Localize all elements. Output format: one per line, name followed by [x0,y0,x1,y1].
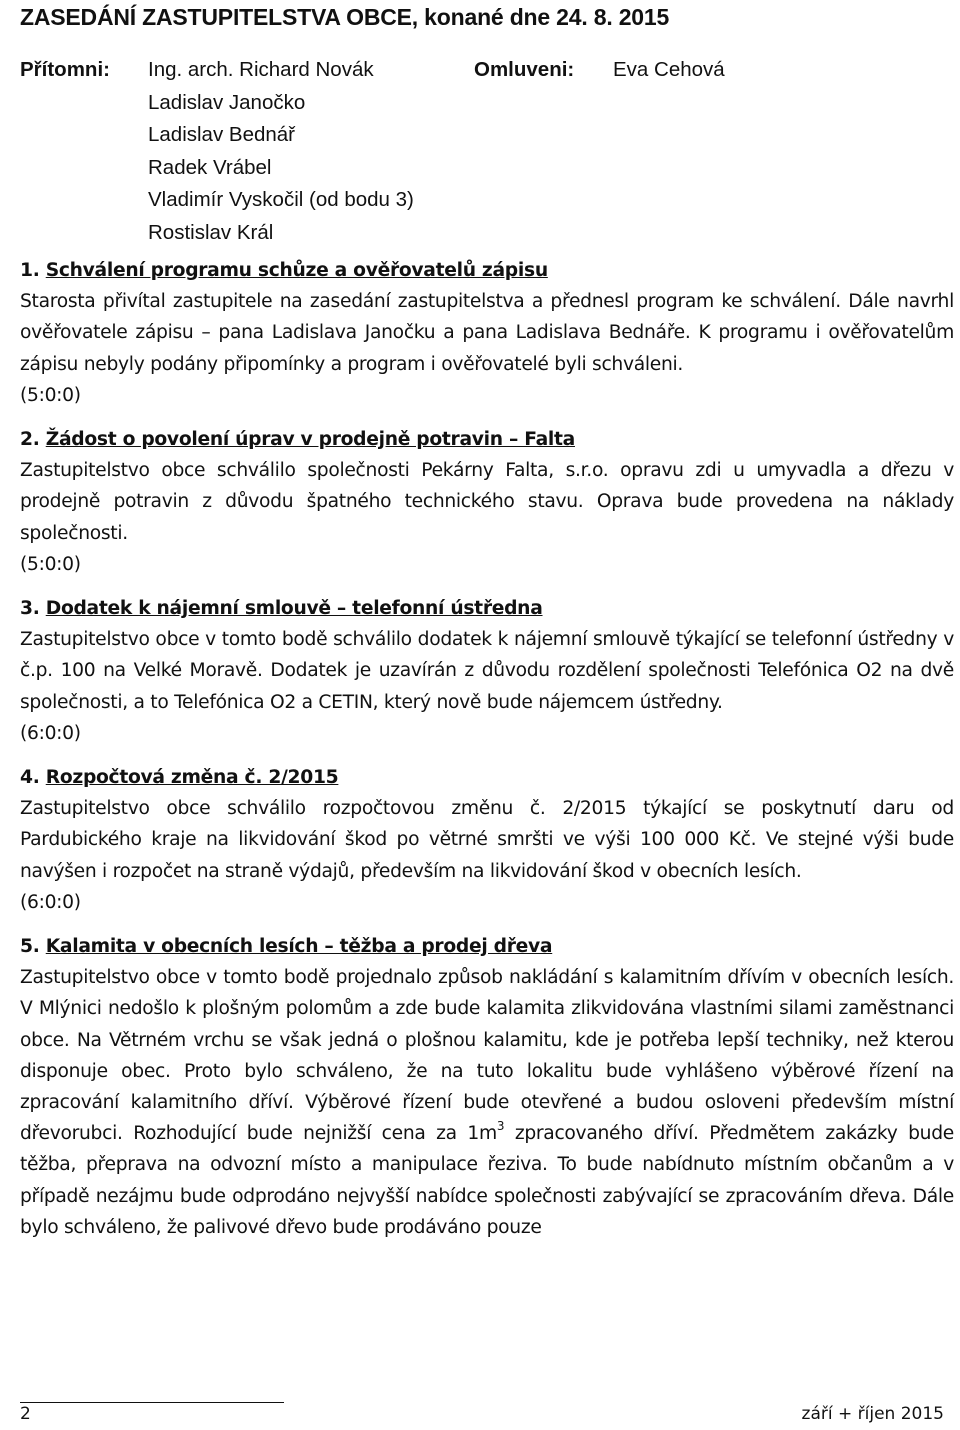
section-body: Zastupitelstvo obce v tomto bodě schválilo dodatek k nájemní smlouvě týkající se telefonní ústředny v č.p. 100 na Velké Moravě. Dodatek je uzavírán z důvodu rozdělení společnosti Telefónica O2 na dvě společnosti, a to Telefónica O2 a CETIN, který nově bude nájemcem ústředny. [20,629,954,713]
section-number: 1. [20,260,40,281]
agenda-item-5 [20,931,954,1243]
excused-member: Eva Cehová [613,58,725,81]
page-number: 2 [20,1404,31,1424]
vote-result: (5:0:0) [20,553,81,575]
agenda-item-4 [20,762,954,918]
section-title: Žádost o povolení úprav v prodejně potravin – Falta [45,428,575,450]
vote-result: (6:0:0) [20,891,81,913]
present-label: Přítomni: [20,58,110,81]
present-list [148,54,414,250]
section-heading [20,255,954,286]
footer-divider [20,1402,284,1403]
present-member: Rostislav Král [148,220,274,244]
section-body: Starosta přivítal zastupitele na zasedání zastupitelstva a přednesl program ke schválení. Dále navrhl ověřovatele zápisu – pana Ladislava Janočku a pana Ladislava Bednáře. K programu i ověřovatelům zápisu nebyly podány připomínky a program i ověřovatelé byli schváleni. [20,291,954,375]
section-title: Kalamita v obecních lesích – těžba a prodej dřeva [45,935,553,957]
agenda-item-2 [20,424,954,580]
section-body-text: Zastupitelstvo obce v tomto bodě projednalo způsob nakládání s kalamitním dřívím v obecních lesích. V Mlýnici nedošlo k plošným polomům a zde bude kalamita zlikvidována vlastními silami zaměstnanci obce. Na Větrném vrchu se však jedná o plošnou kalamitu, kde je potřeba lepší techniky, než kterou disponuje obec. Proto bylo schváleno, že na tuto lokalitu bude vyhlášeno výběrové řízení na zpracování kalamitního dříví. Výběrové řízení bude otevřené a budou osloveni především místní dřevorubci. Rozhodující bude nejnižší cena za 1m [20,967,954,1145]
agenda-item-1 [20,255,954,411]
present-member: Ladislav Janočko [148,90,306,114]
section-title: Dodatek k nájemní smlouvě – telefonní ústředna [45,597,543,619]
present-member: Ladislav Bednář [148,123,296,147]
section-body-text: zpracovaného dříví. Předmětem zakázky bude těžba, přeprava na odvozní místo a manipulace řeziva. To bude nabídnuto místním občanům a v případě nezájmu bude odprodáno nejvyšší nabídce společnosti zabývající se zpracováním dřeva. Dále bylo schváleno, že palivové dřevo bude prodáváno pouze [20,1123,954,1238]
section-heading [20,593,954,624]
section-title: Rozpočtová změna č. 2/2015 [45,766,339,788]
section-body [20,962,954,1243]
section-number: 5. [20,935,40,957]
document-title: ZASEDÁNÍ ZASTUPITELSTVA OBCE, konané dne 24. 8. 2015 [20,4,670,30]
section-number: 2. [20,428,40,450]
excused-label: Omluveni: [474,58,575,81]
section-number: 4. [20,766,40,788]
vote-result: (6:0:0) [20,722,81,744]
issue-date: září + říjen 2015 [801,1404,944,1424]
present-member: Vladimír Vyskočil (od bodu 3) [148,188,414,212]
section-body: Zastupitelstvo obce schválilo společnosti Pekárny Falta, s.r.o. opravu zdi u umyvadla a dřezu v prodejně potravin z důvodu špatného technického stavu. Oprava bude provedena na náklady společnosti. [20,460,954,544]
cubic-superscript: 3 [496,1119,505,1134]
agenda-sections [20,255,954,1256]
present-member: Ing. arch. Richard Novák [148,58,374,81]
present-member: Radek Vrábel [148,155,272,179]
section-heading [20,424,954,455]
section-title: Schválení programu schůze a ověřovatelů zápisu [45,260,548,281]
agenda-item-3 [20,593,954,749]
section-body: Zastupitelstvo obce schválilo rozpočtovou změnu č. 2/2015 týkající se poskytnutí daru od Pardubického kraje na likvidování škod po větrné smršti ve výši 100 000 Kč. Ve stejné výši bude navýšen i rozpočet na straně výdajů, především na likvidování škod v obecních lesích. [20,798,954,882]
vote-result: (5:0:0) [20,384,81,406]
section-number: 3. [20,597,40,619]
section-heading [20,931,954,962]
section-heading [20,762,954,793]
